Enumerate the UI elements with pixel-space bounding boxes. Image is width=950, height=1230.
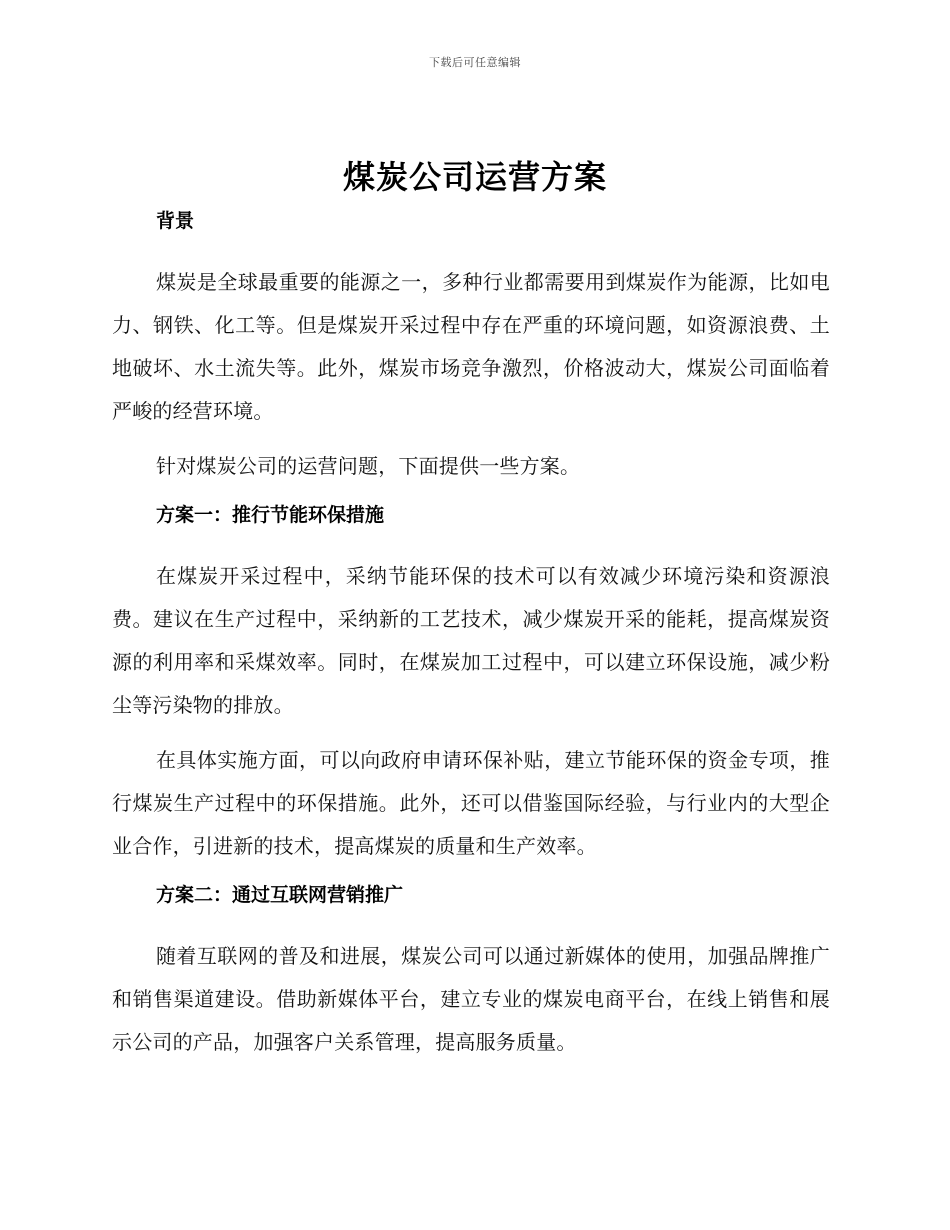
document-title: 煤炭公司运营方案 [342,158,607,196]
paragraph-plan1-1: 在煤炭开采过程中，采纳节能环保的技术可以有效减少环境污染和资源浪费。建议在生产过程中，采纳新的工艺技术，减少煤炭开采的能耗，提高煤炭资源的利用率和采煤效率。同时，在煤炭加工过程中，可以建立环保设施，减少粉尘等污染物的排放。 [112,564,830,717]
section-heading-plan2: 方案二：通过互联网营销推广 [156,884,404,906]
paragraph-plan2-1: 随着互联网的普及和进展，煤炭公司可以通过新媒体的使用，加强品牌推广和销售渠道建设。借助新媒体平台，建立专业的煤炭电商平台，在线上销售和展示公司的产品，加强客户关系管理，提高服务质量。 [112,944,830,1054]
document-body [112,206,830,1064]
paragraph-background-2: 针对煤炭公司的运营问题，下面提供一些方案。 [156,454,581,478]
section-heading-background: 背景 [156,210,195,232]
page-header-note: 下载后可任意编辑 [429,56,521,69]
section-heading-plan1: 方案一：推行节能环保措施 [156,504,385,526]
paragraph-background-1: 煤炭是全球最重要的能源之一，多种行业都需要用到煤炭作为能源，比如电力、钢铁、化工等。但是煤炭开采过程中存在严重的环境问题，如资源浪费、土地破坏、水土流失等。此外，煤炭市场竞争激烈，价格波动大，煤炭公司面临着严峻的经营环境。 [112,270,830,423]
paragraph-plan1-2: 在具体实施方面，可以向政府申请环保补贴，建立节能环保的资金专项，推行煤炭生产过程中的环保措施。此外，还可以借鉴国际经验，与行业内的大型企业合作，引进新的技术，提高煤炭的质量和生产效率。 [112,748,830,858]
